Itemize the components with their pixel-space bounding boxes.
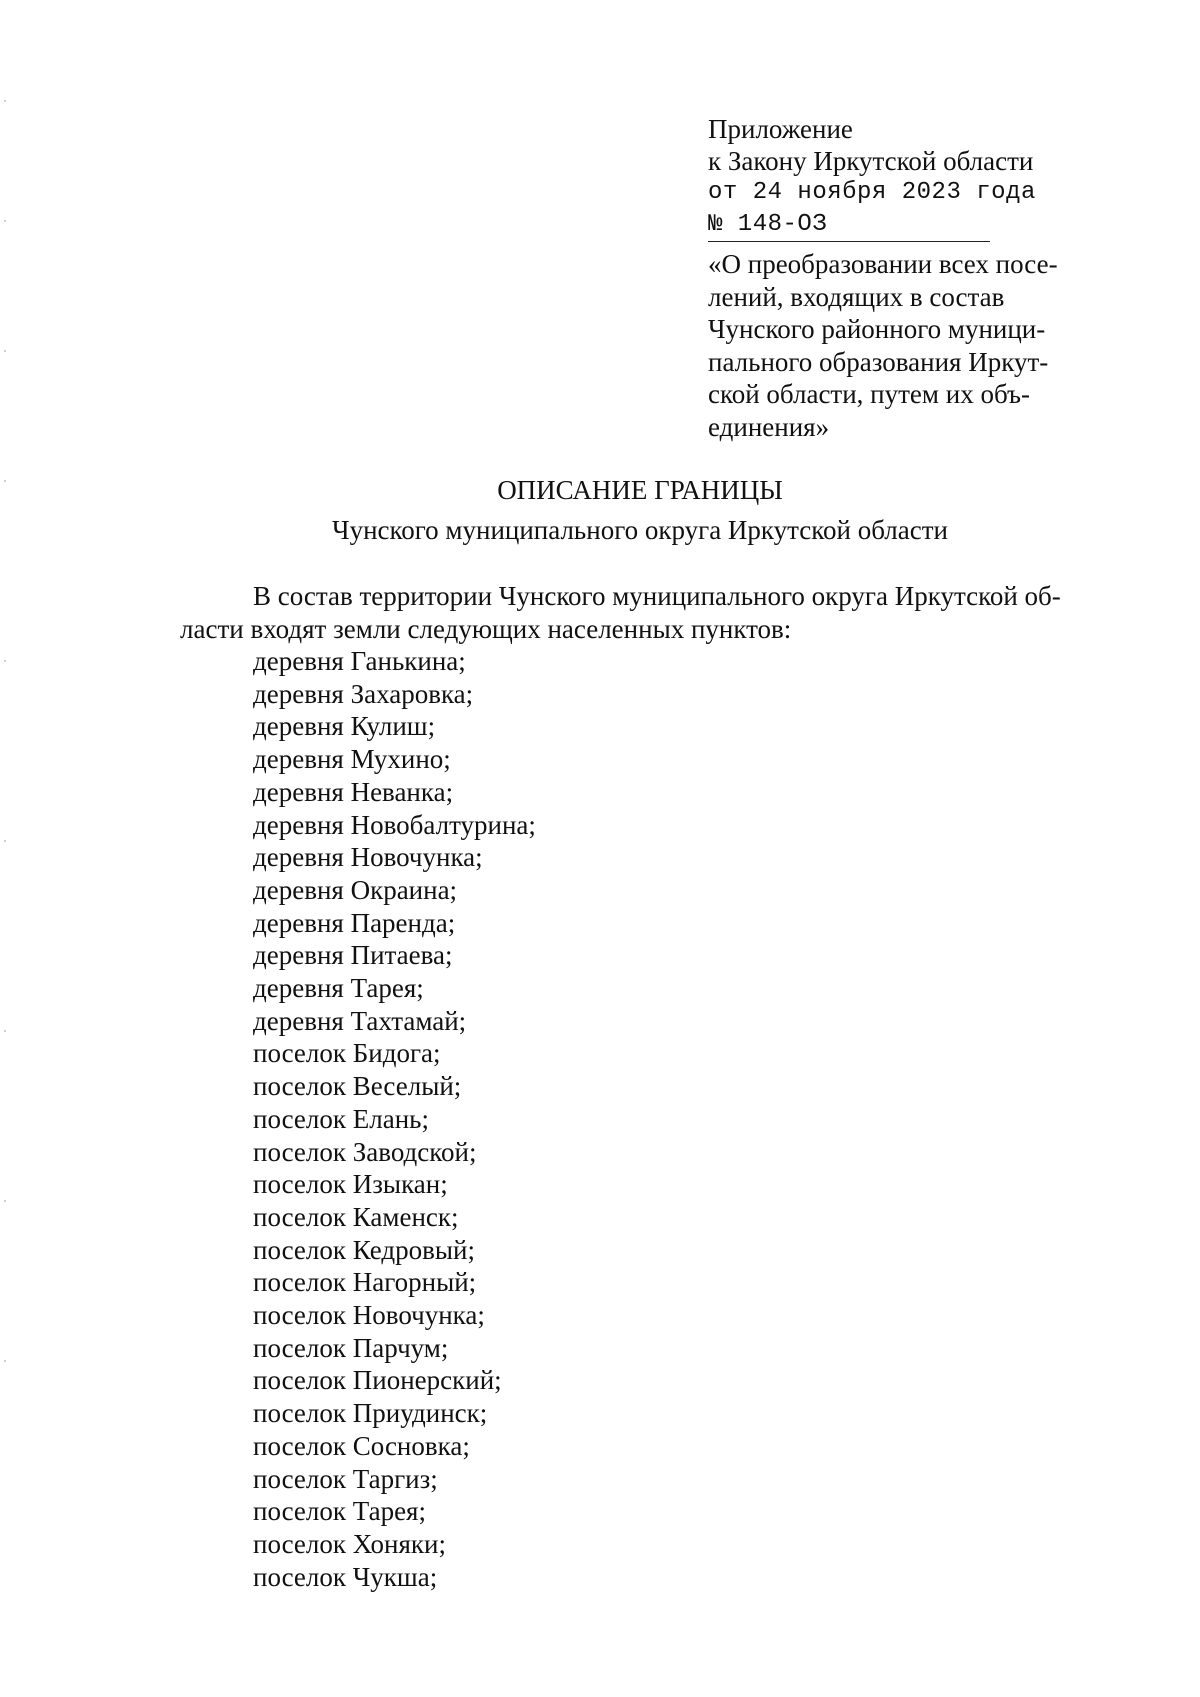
settlement-item: деревня Окраина;: [253, 874, 458, 905]
settlement-item: поселок Кедровый;: [253, 1234, 475, 1265]
intro-paragraph: [180, 580, 1100, 645]
law-title-line: «О преобразовании всех посе-: [708, 249, 1058, 279]
settlement-item: поселок Заводской;: [253, 1136, 477, 1167]
document-title: ОПИСАНИЕ ГРАНИЦЫ: [497, 475, 783, 505]
settlement-item: деревня Питаева;: [253, 940, 453, 971]
annex-law-reference: к Закону Иркутской области: [708, 146, 1034, 176]
law-title-line: ской области, путем их объ-: [708, 379, 1030, 409]
annex-number: № 148-ОЗ: [708, 209, 990, 242]
settlement-item: деревня Тарея;: [253, 973, 424, 1004]
settlement-item: поселок Таргиз;: [253, 1463, 438, 1494]
settlement-item: поселок Хоняки;: [253, 1528, 446, 1559]
settlement-item: поселок Каменск;: [253, 1201, 459, 1232]
settlement-item: поселок Чукша;: [253, 1561, 438, 1592]
settlement-item: деревня Захаровка;: [253, 678, 474, 709]
settlement-item: деревня Неванка;: [253, 776, 454, 807]
annex-label: Приложение: [708, 114, 853, 144]
settlement-item: деревня Мухино;: [253, 744, 451, 775]
settlement-item: поселок Пионерский;: [253, 1365, 502, 1396]
settlement-item: поселок Тарея;: [253, 1496, 426, 1527]
settlement-item: поселок Изыкан;: [253, 1169, 448, 1200]
law-title-line: единения»: [708, 411, 830, 442]
settlement-item: деревня Ганькина;: [253, 646, 466, 676]
settlement-item: поселок Елань;: [253, 1103, 429, 1134]
document-subtitle: Чунского муниципального округа Иркутской области: [332, 515, 948, 545]
settlement-item: поселок Сосновка;: [253, 1430, 470, 1461]
settlement-item: поселок Новочунка;: [253, 1300, 485, 1331]
intro-line: ласти входят земли следующих населенных пунктов:: [180, 613, 792, 644]
annex-date: от 24 ноября 2023 года: [708, 179, 1036, 206]
settlement-item: поселок Нагорный;: [253, 1267, 477, 1298]
law-title-line: лений, входящих в состав: [708, 281, 1005, 312]
settlement-item: деревня Кулиш;: [253, 711, 436, 742]
law-title-line: пального образования Иркут-: [708, 346, 1049, 377]
settlement-item: поселок Веселый;: [253, 1071, 462, 1102]
intro-line: В состав территории Чунского муниципального округа Иркутской об-: [253, 581, 1061, 611]
settlement-item: деревня Паренда;: [253, 907, 456, 938]
scan-edge-marks: [4, 100, 6, 1400]
settlement-item: поселок Приудинск;: [253, 1398, 488, 1429]
settlement-item: деревня Новобалтурина;: [253, 809, 536, 840]
law-title: [708, 248, 1128, 443]
settlement-item: деревня Новочунка;: [253, 842, 483, 873]
settlement-list: [253, 645, 536, 1593]
settlement-item: поселок Парчум;: [253, 1332, 449, 1363]
settlement-item: поселок Бидога;: [253, 1038, 441, 1069]
law-title-line: Чунского районного муници-: [708, 314, 1046, 344]
annex-block: [708, 113, 1128, 443]
settlement-item: деревня Тахтамай;: [253, 1005, 467, 1036]
